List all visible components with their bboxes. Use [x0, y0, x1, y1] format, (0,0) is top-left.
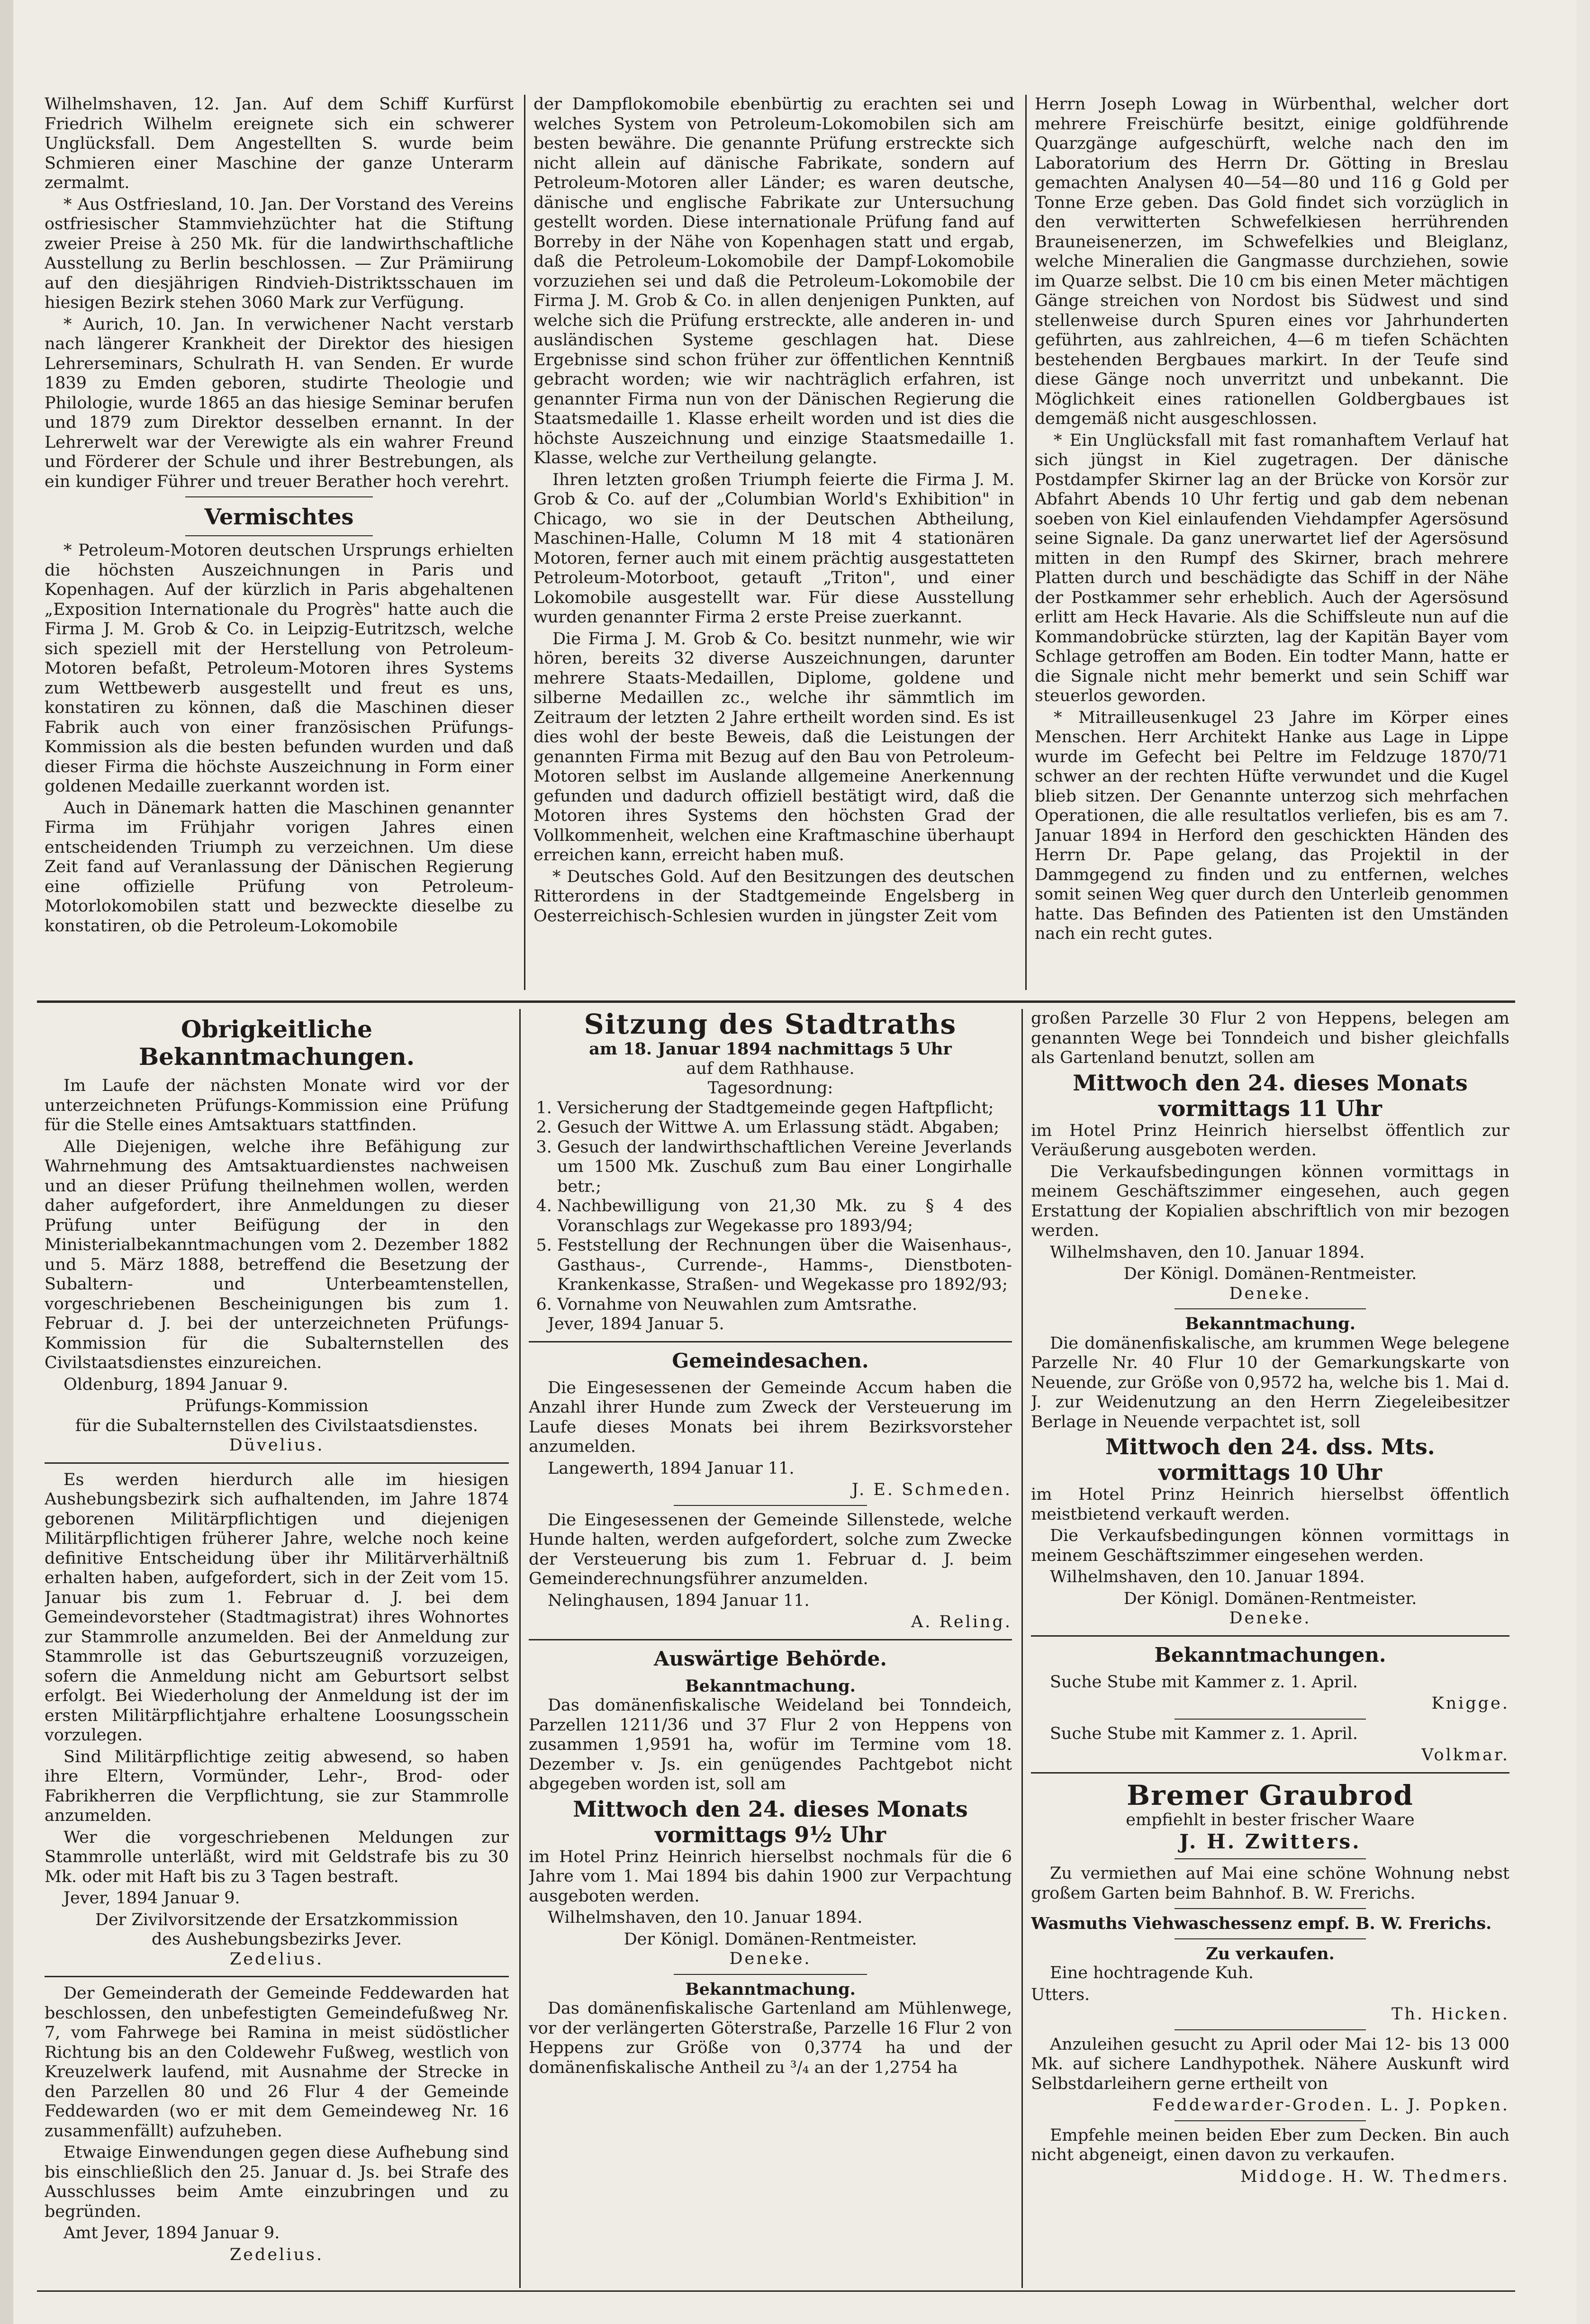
notice-signature: Der Königl. Domänen-Rentmeister. — [1123, 1589, 1417, 1608]
notice-date: Langewerth, 1894 Januar 11. — [548, 1459, 795, 1478]
column-rule — [1021, 1009, 1023, 2288]
bottom-column-2 — [529, 1009, 1012, 2288]
bottom-column-3 — [1031, 1009, 1509, 2288]
auswaertige-heading: Auswärtige Behörde. — [654, 1647, 887, 1670]
stadtrath-date: Jever, 1894 Januar 5. — [548, 1315, 724, 1333]
newspaper-page — [13, 0, 1577, 2324]
bottom-rule — [37, 2290, 1515, 2292]
notice-signature-name: Zedelius. — [229, 2245, 324, 2264]
vermischtes-heading: Vermischtes — [204, 504, 354, 530]
bremer-signature: J. H. Zwitters. — [1179, 1830, 1361, 1853]
article-daenemark: Auch in Dänemark hatten die Maschinen genannter Firma im Frühjahr vorigen Jahres einen entscheidenden Triumph zu verzeichnen. Um diese Zeit fand auf Veranlassung der Dänischen Regierung eine offizielle Prüfung von Petroleum-Motorlokomobilen statt und bezweckte dieselbe zu konstatiren, ob die Petroleum-Lokomobile — [45, 798, 514, 936]
divider — [529, 1341, 1012, 1342]
obrigkeitliche-heading: Obrigkeitliche Bekanntmachungen. — [138, 1015, 415, 1071]
bekanntmachung-heading: Bekanntmachung. — [685, 1676, 856, 1696]
article-petroleum-cont: der Dampflokomobile ebenbürtig zu erachten sei und welches System von Petroleum-Lokomobilen sich am besten bewähre. Die genannte Prüfung erstreckte sich nicht allein auf dänische Fabrikate, sondern auf Petroleum-Motoren aller Länder; es waren deutsche, dänische und englische Fabrikate zur Untersuchung gestellt worden. Diese internationale Prüfung fand auf Borreby in der Nähe von Kopenhagen statt und ergab, daß die Petroleum-Lokomobile der Dampf-Lokomobile vorzuziehen sei und daß die Petroleum-Lokomobile der Firma J. M. Grob & Co. in allen denjenigen Punkten, auf welche sich die Prüfung erstreckte, alle anderen in- und ausländischen Systeme geschlagen hat. Diese Ergebnisse sind schon früher zur öffentlichen Kenntniß gebracht worden; wie wir nachträglich erfahren, ist genannter Firma nun von der Dänischen Regierung die Staatsmedaille 1. Klasse erheilt worden und ist dies die höchste Auszeichnung und einzige Staatsmedaille 1. Klasse, welche zur Vertheilung gelangte. — [533, 95, 1014, 468]
divider — [1174, 1308, 1366, 1309]
agenda-item: 5. Feststellung der Rechnungen über die Waisenhaus-, Gasthaus-, Currende-, Hamms-, Dienstboten-Krankenkasse, Straßen- und Wegekasse pro 1892/93; — [557, 1236, 1012, 1295]
agenda-list — [529, 1099, 1012, 1315]
notice-militaer-3: Wer die vorgeschriebenen Meldungen zur Stammrolle unterläßt, wird mit Geldstrafe bis zu 30 Mk. oder mit Haft bis zu 3 Tagen bestraft. — [45, 1828, 509, 1886]
notice-neuende: Die domänenfiskalische, am krummen Wege belegene Parzelle Nr. 40 Flur 10 der Gemarkungskarte von Neuende, zur Größe von 0,9572 ha, welche bis 1. Mai d. J. zur Weidenutzung an den Herrn Ziegeleibesitzer Berlage in Neuende verpachtet ist, soll — [1031, 1333, 1509, 1432]
notice-date: Wilhelmshaven, den 10. Januar 1894. — [1050, 1567, 1365, 1586]
divider — [185, 535, 373, 536]
notice-accum: Die Eingesessenen der Gemeinde Accum haben die Anzahl ihrer Hunde zum Zweck der Versteuerung im Laufe dieses Monats bei ihrem Bezirksvorsteher anzumelden. — [529, 1378, 1012, 1456]
ad-signature: Knigge. — [1431, 1694, 1509, 1713]
notice-date: Wilhelmshaven, den 10. Januar 1894. — [548, 1908, 863, 1927]
bekanntmachung-heading: Bekanntmachung. — [685, 1979, 856, 1999]
notice-signature-name: A. Reling. — [911, 1612, 1012, 1631]
notice-signature-name: Zedelius. — [229, 1949, 324, 1969]
section-rule — [37, 1000, 1515, 1003]
notice-signature: für die Subalternstellen des Civilstaatsdienstes. — [75, 1416, 479, 1435]
notice-pruefung-2: Alle Diejenigen, welche ihre Befähigung zur Wahrnehmung des Amtsaktuardienstes nachweisen und an dieser Prüfung theilnehmen wollen, werden daher aufgefordert, ihre Anmeldungen zu dieser Prüfung unter Beifügung der in den Ministerialbekanntmachungen vom 2. Dezember 1882 und 5. März 1888, betreffend die Besetzung der Subaltern- und Unterbeamtenstellen, vorgeschriebenen Bescheinigungen bis zum 1. Februar d. J. bei der unterzeichneten Prüfungs-Kommission für die Subalternstellen des Civilstaatsdienstes einzureichen. — [45, 1137, 509, 1372]
ad-signature: Volkmar. — [1421, 1746, 1509, 1765]
notice-text: Die Verkaufsbedingungen können vormittags in meinem Geschäftszimmer eingesehen, auch gegen Erstattung der Kopialien abschriftlich von mir bezogen werden. — [1031, 1162, 1509, 1240]
bekanntmachung-heading: Bekanntmachung. — [1185, 1314, 1355, 1333]
agenda-item: 6. Vornahme von Neuwahlen zum Amtsrathe. — [557, 1295, 1012, 1315]
article-ostfriesland: * Aus Ostfriesland, 10. Jan. Der Vorstand des Vereins ostfriesischer Stammviehzüchter hat die Stiftung zweier Preise à 250 Mk. für die landwirthschaftliche Ausstellung zu Berlin beschlossen. — Zur Prämiirung auf den diesjährigen Rindvieh-Distriktsschauen im hiesigen Bezirk stehen 3060 Mark zur Verfügung. — [45, 195, 514, 312]
notice-militaer-2: Sind Militärpflichtige zeitig abwesend, so haben ihre Eltern, Vormünder, Lehr-, Brod- oder Fabrikherren die Verpflichtung, sie zur Stammrolle anzumelden. — [45, 1747, 509, 1825]
notice-signature-name: Düvelius. — [229, 1436, 325, 1455]
auction-time: vormittags 9½ Uhr — [655, 1821, 886, 1847]
article-petroleum-motoren: * Petroleum-Motoren deutschen Ursprungs erhielten die höchsten Auszeichnungen in Paris und Kopenhagen. Auf der kürzlich in Paris abgehaltenen „Exposition Internationale du Progrès" hatte auch die Firma J. M. Grob & Co. in Leipzig-Eutritzsch, welche sich speziell mit der Herstellung von Petroleum-Motoren befaßt, Petroleum-Motoren ihres Systems zum Wettbewerb ausgestellt und freut es uns, konstatiren zu können, daß die Maschinen dieser Fabrik auch von einer französischen Prüfungs-Kommission als die besten befunden wurden und daß dieser Firma die höchste Auszeichnung in Form einer goldenen Medaille zuerkannt worden ist. — [45, 541, 514, 796]
stadtrath-subtitle: am 18. Januar 1894 nachmittags 5 Uhr — [589, 1039, 952, 1059]
ad-signature: Feddewarder-Groden. L. J. Popken. — [1152, 2096, 1509, 2115]
divider — [45, 1976, 509, 1977]
auction-date: Mittwoch den 24. dieses Monats — [1073, 1070, 1468, 1096]
notice-date: Nelinghausen, 1894 Januar 11. — [548, 1591, 810, 1610]
top-column-1 — [45, 95, 514, 995]
notice-text: im Hotel Prinz Heinrich hierselbst öffentlich zur Veräußerung ausgeboten werden. — [1031, 1121, 1509, 1160]
auction-time: vormittags 10 Uhr — [1158, 1459, 1382, 1485]
divider — [529, 1639, 1012, 1640]
ad-anleihe: Anzuleihen gesucht zu April oder Mai 12- bis 13 000 Mk. auf sichere Landhypothek. Nähere Auskunft wird Selbstdarleihern gerne ertheilt von — [1031, 2035, 1509, 2093]
article-ungluecksfall: * Ein Unglücksfall mit fast romanhaftem Verlauf hat sich jüngst in Kiel zugetragen. Der dänische Postdampfer Skirner lag an der Brücke von Korsör zur Abfahrt Abends 10 Uhr fertig und gab dem nebenan soeben von Kiel einlaufenden Viehdampfer Agersösund seine Signale. Da ganz unerwartet lief der Agersösund mitten in den Rumpf des Skirner, brach mehrere Platten durch und beschädigte das Schiff in der Nähe der Postkammer sehr erheblich. Auch der Agersösund erlitt am Heck Havarie. Als die Schiffsleute nun auf die Kommandobrücke stürzten, lag der Kapitän Bayer vom Schlage getroffen am Boden. Ein todter Mann, hatte er die Signale nicht mehr bemerkt und sein Schiff war steuerlos geworden. — [1035, 431, 1509, 705]
agenda-item: 2. Gesuch der Wittwe A. um Erlassung städt. Abgaben; — [557, 1118, 1012, 1138]
divider — [185, 496, 373, 497]
divider — [1174, 2120, 1366, 2121]
notice-signature-name: Deneke. — [1229, 1284, 1311, 1303]
auction-date: Mittwoch den 24. dss. Mts. — [1105, 1434, 1435, 1459]
divider — [45, 1462, 509, 1464]
agenda-item: 4. Nachbewilligung von 21,30 Mk. zu § 4 des Voranschlags zur Wegekasse pro 1893/94; — [557, 1197, 1012, 1236]
notice-weideland-rest: im Hotel Prinz Heinrich hierselbst nochmals für die 6 Jahre vom 1. Mai 1894 bis dahin 1900 zur Verpachtung ausgeboten werden. — [529, 1847, 1012, 1906]
bremer-subtitle: empfiehlt in bester frischer Waare — [1126, 1810, 1415, 1829]
divider — [1174, 1719, 1366, 1720]
gemeindesachen-heading: Gemeindesachen. — [672, 1349, 869, 1372]
ad-eber: Empfehle meinen beiden Eber zum Decken. Bin auch nicht abgeneigt, einen davon zu verkaufen. — [1031, 2126, 1509, 2164]
ad-signature: Th. Hicken. — [1391, 2005, 1509, 2024]
column-rule — [519, 1009, 521, 2288]
article-chicago: Ihren letzten großen Triumph feierte die Firma J. M. Grob & Co. auf der „Columbian World's Exhibition" in Chicago, wo sie in der Deutschen Abtheilung, Maschinen-Halle, Column M 18 mit 4 stationären Motoren, ferner auch mit einem prächtig ausgestatteten Petroleum-Motorboot, getauft „Triton", und einer Lokomobile ausgestellt war. Für diese Ausstellung wurden genannter Firma 2 erste Preise zuerkannt. — [533, 470, 1014, 627]
ad-stube: Suche Stube mit Kammer z. 1. April. — [1050, 1672, 1358, 1692]
stadtrath-title: Sitzung des Stadtraths — [584, 1009, 957, 1040]
ad-stube: Suche Stube mit Kammer z. 1. April. — [1050, 1724, 1358, 1743]
notice-militaer: Es werden hierdurch alle im hiesigen Aushebungsbezirk sich aufhaltenden, im Jahre 1874 geborenen Militärpflichtigen und diejenigen Militärpflichtigen früherer Jahre, welche noch keine definitive Entscheidung über ihr Militärverhältniß erhalten haben, aufgefordert, sich in der Zeit vom 15. Januar bis zum 1. Februar d. J. bei dem Gemeindevorsteher (Stadtmagistrat) ihres Wohnortes zur Stammrolle anzumelden. Bei der Anmeldung zur Stammrolle ist das Geburtszeugniß vorzuzeigen, sofern die Anmeldung nicht am Geburtsort selbst erfolgt. Bei Wiederholung der Anmeldung ist der im ersten Militärpflichtjahre erhaltene Loosungsschein vorzulegen. — [45, 1470, 509, 1745]
notice-signature: Der Königl. Domänen-Rentmeister. — [1123, 1264, 1417, 1283]
bremer-graubrod-title: Bremer Graubrod — [1127, 1779, 1414, 1811]
notice-gartenland-cont: großen Parzelle 30 Flur 2 von Heppens, belegen am genannten Wege bei Tonndeich und bisher gleichfalls als Gartenland benutzt, sollen am — [1031, 1009, 1509, 1067]
ad-kuh: Eine hochtragende Kuh. — [1050, 1964, 1254, 1982]
notice-date: Jever, 1894 Januar 9. — [63, 1889, 240, 1908]
notice-date: Wilhelmshaven, den 10. Januar 1894. — [1050, 1243, 1365, 1262]
verkaufen-heading: Zu verkaufen. — [1206, 1944, 1335, 1964]
agenda-item: 3. Gesuch der landwirthschaftlichen Vereine Jeverlands um 1500 Mk. Zuschuß zum Bau einer Longirhalle betr.; — [557, 1138, 1012, 1197]
agenda-label: Tagesordnung: — [707, 1079, 833, 1098]
notice-signature: Prüfungs-Kommission — [185, 1396, 369, 1415]
divider — [674, 1505, 867, 1506]
ad-place: Utters. — [1031, 1985, 1090, 2004]
notice-signature-name: Deneke. — [1229, 1609, 1311, 1628]
notice-pruefung: Im Laufe der nächsten Monate wird vor der unterzeichneten Prüfungs-Kommission eine Prüfung für die Stelle eines Amtsaktuars stattfinden. — [45, 1076, 509, 1135]
column-rule — [1025, 95, 1027, 990]
notice-text: im Hotel Prinz Heinrich hierselbst öffentlich meistbietend verkauft werden. — [1031, 1485, 1509, 1524]
notice-sillenstede: Die Eingesessenen der Gemeinde Sillenstede, welche Hunde halten, werden aufgefordert, solche zum Zwecke der Versteuerung bis zum 1. Februar d. J. beim Gemeinderechnungsführer anzumelden. — [529, 1510, 1012, 1588]
divider — [1174, 1938, 1366, 1939]
agenda-item: 1. Versicherung der Stadtgemeinde gegen Haftpflicht; — [557, 1099, 1012, 1118]
notice-signature-name: Deneke. — [729, 1949, 812, 1968]
top-column-3 — [1035, 95, 1509, 995]
notice-signature: Der Königl. Domänen-Rentmeister. — [623, 1929, 917, 1949]
notice-signature: des Aushebungsbezirks Jever. — [151, 1930, 402, 1949]
article-wilhelmshaven: Wilhelmshaven, 12. Jan. Auf dem Schiff Kurfürst Friedrich Wilhelm ereignete sich ein schwerer Unglücksfall. Dem Angestellten S. wurde beim Schmieren einer Maschine der ganze Unterarm zermalmt. — [45, 95, 514, 192]
auction-date: Mittwoch den 24. dieses Monats — [573, 1796, 968, 1822]
notice-signature: Der Zivilvorsitzende der Ersatzkommission — [95, 1910, 459, 1929]
article-mitrailleusenkugel: * Mitrailleusenkugel 23 Jahre im Körper eines Menschen. Herr Architekt Hanke aus Lage in Lippe wurde im Gefecht bei Peltre im Feldzuge 1870/71 schwer an der rechten Hüfte verwundet und die Kugel blieb sitzen. Der Genannte unterzog sich mehrfachen Operationen, die alle resultatlos verliefen, bis es am 7. Januar 1894 in Herford den geschickten Händen des Herrn Dr. Pape gelang, das Projektil in der Dammgegend zu finden und zu entfernen, welches somit seinen Weg quer durch den Unterleib genommen hatte. Das Befinden des Patienten ist den Umständen nach ein recht gutes. — [1035, 708, 1509, 943]
column-rule — [524, 95, 525, 990]
notice-fussweg-2: Etwaige Einwendungen gegen diese Aufhebung sind bis einschließlich den 25. Januar d. Js. bei Strafe des Ausschlusses beim Amte einzubringen und zu begründen. — [45, 2143, 509, 2221]
article-auszeichnungen: Die Firma J. M. Grob & Co. besitzt nunmehr, wie wir hören, bereits 32 diverse Auszeichnungen, darunter mehrere Staats-Medaillen, Diplome, goldene und silberne Medaillen zc., welche ihr sämmtlich im Zeitraum der letzten 2 Jahre ertheilt worden sind. Es ist dies wohl der beste Beweis, daß die Leistungen der genannten Firma mit Bezug auf den Bau von Petroleum-Motoren selbst im Auslande allgemeine Anerkennung gefunden und dadurch offiziell bestätigt wird, daß die Motoren ihres Systems den höchsten Grad der Vollkommenheit, welchen eine Kraftmaschine überhaupt erreichen kann, erreicht haben muß. — [533, 629, 1014, 865]
article-aurich: * Aurich, 10. Jan. In verwichener Nacht verstarb nach längerer Krankheit der Direktor des hiesigen Lehrerseminars, Schulrath H. van Senden. Er wurde 1839 zu Emden geboren, studirte Theologie und Philologie, wurde 1865 an das hiesige Seminar berufen und 1879 zum Direktor desselben ernannt. In der Lehrerwelt war der Verewigte als ein wahrer Freund und Förderer der Schule und ihrer Bestrebungen, als ein kundiger Führer und treuer Berather hoch verehrt. — [45, 315, 514, 491]
notice-date: Amt Jever, 1894 Januar 9. — [63, 2224, 280, 2243]
divider — [674, 1974, 867, 1975]
bottom-column-1 — [45, 1009, 509, 2288]
bekanntmachungen-heading: Bekanntmachungen. — [1154, 1643, 1386, 1666]
ad-signature: Middoge. H. W. Thedmers. — [1240, 2167, 1509, 2186]
ad-viehwaschessenz: Wasmuths Viehwaschessenz empf. B. W. Frerichs. — [1031, 1914, 1492, 1933]
divider — [1031, 1772, 1509, 1774]
divider — [1174, 2029, 1366, 2030]
notice-weideland: Das domänenfiskalische Weideland bei Tonndeich, Parzellen 1211/36 und 37 Flur 2 von Heppens von zusammen 1,9591 ha, wofür im Termine vom 18. Dezember v. Js. ein genügendes Pachtgebot nicht abgegeben worden ist, soll am — [529, 1696, 1012, 1793]
notice-signature-name: J. E. Schmeden. — [851, 1480, 1012, 1499]
top-column-2 — [533, 95, 1014, 995]
notice-gartenland: Das domänenfiskalische Gartenland am Mühlenwege, vor der verlängerten Göterstraße, Parzelle 16 Flur 2 von Heppens zur Größe von 0,3774 ha und der domänenfiskalische Antheil zu ³/₄ an der 1,2754 ha — [529, 1999, 1012, 2077]
page-gutter — [0, 0, 13, 2324]
stadtrath-place: auf dem Rathhause. — [686, 1059, 855, 1078]
divider — [1174, 1908, 1366, 1909]
article-gold-cont: Herrn Joseph Lowag in Würbenthal, welcher dort mehrere Freischürfe besitzt, einige goldführende Quarzgänge aufgeschürft, welche nach den im Laboratorium des Herrn Dr. Götting in Breslau gemachten Analysen 40—54—80 und 116 g Gold per Tonne Erze geben. Das Gold findet sich vorzüglich in den verwitterten Schwefelkiesen herrührenden Brauneisenerzen, im Schwefelkies und Bleiglanz, welche Mineralien die Gangmasse durchziehen, sowie im Quarze selbst. Die 10 cm bis einen Meter mächtigen Gänge streichen von Nordost bis Südwest und sind stellenweise durch Spuren eines vor Jahrhunderten geführten, aus zahlreichen, 4—6 m tiefen Schächten bestehenden Bergbaues markirt. In der Teufe sind diese Gänge noch unverritzt und unbekannt. Die Möglichkeit eines rationellen Goldbergbaues ist demgemäß nicht ausgeschlossen. — [1035, 95, 1509, 428]
divider — [1174, 1858, 1366, 1859]
notice-fussweg: Der Gemeinderath der Gemeinde Feddewarden hat beschlossen, den unbefestigten Gemeindefußweg Nr. 7, vom Fahrwege bei Ramina in meist südöstlicher Richtung bis an den Coldewehr Fußweg, westlich von Kreuzelwerk laufend, mit Ausnahme der Strecke in den Parzellen 80 und 26 Flur 4 der Gemeinde Feddewarden (wo er mit dem Gemeindeweg Nr. 16 zusammenfällt) aufzuheben. — [45, 1984, 509, 2141]
auction-time: vormittags 11 Uhr — [1158, 1095, 1382, 1121]
divider — [1031, 1635, 1509, 1637]
article-deutsches-gold: * Deutsches Gold. Auf den Besitzungen des deutschen Ritterordens in der Stadtgemeinde Engelsberg in Oesterreichisch-Schlesien wurden in jüngster Zeit vom — [533, 867, 1014, 926]
notice-text: Die Verkaufsbedingungen können vormittags in meinem Geschäftszimmer eingesehen werden. — [1031, 1526, 1509, 1565]
notice-date: Oldenburg, 1894 Januar 9. — [63, 1375, 289, 1394]
ad-wohnung: Zu vermiethen auf Mai eine schöne Wohnung nebst großem Garten beim Bahnhof. B. W. Frerichs. — [1031, 1864, 1509, 1903]
